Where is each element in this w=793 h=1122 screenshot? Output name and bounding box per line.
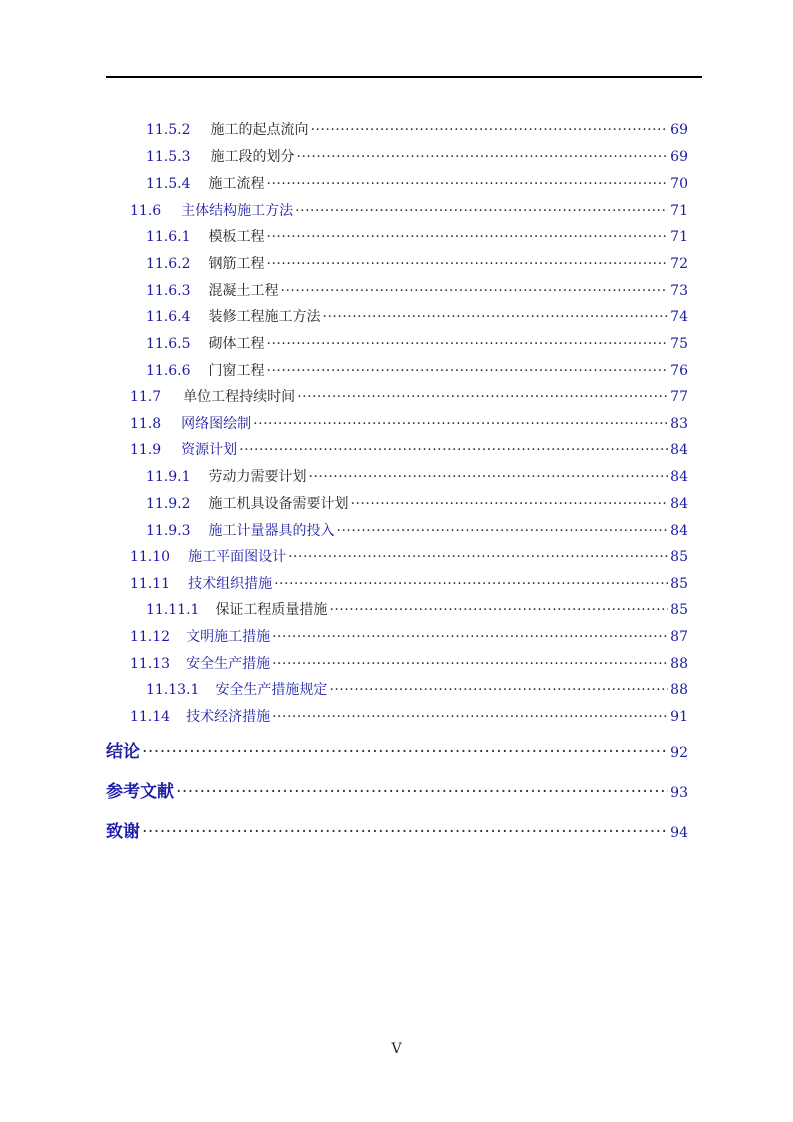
toc-entry-11-5-4[interactable]	[146, 174, 688, 194]
toc-leader	[272, 627, 668, 647]
toc-entry-11-6-4[interactable]	[146, 307, 688, 327]
toc-leader	[239, 440, 668, 460]
toc-number: 11.10	[130, 549, 171, 565]
toc-entry-11-6-6[interactable]	[146, 361, 688, 381]
toc-title: 施工段的划分	[210, 149, 295, 165]
toc-page: 88	[670, 656, 688, 672]
toc-title: 施工平面图设计	[188, 549, 287, 565]
toc-leader	[288, 547, 668, 567]
toc-number: 11.6.4	[146, 309, 191, 325]
toc-entry-11-6-1[interactable]	[146, 227, 688, 247]
toc-title: 砌体工程	[208, 336, 265, 352]
toc-page: 70	[670, 176, 688, 192]
toc-title: 参考文献	[106, 782, 174, 802]
toc-chapter-acknowledgements[interactable]	[106, 820, 688, 845]
toc-leader	[351, 494, 669, 514]
toc-number: 11.11.1	[146, 602, 200, 618]
toc-entry-11-6-3[interactable]	[146, 281, 688, 301]
toc-entry-11-13[interactable]	[130, 654, 688, 674]
toc-title: 致谢	[106, 822, 140, 842]
toc-leader	[142, 740, 668, 764]
toc-leader	[337, 521, 669, 541]
toc-number: 11.9.1	[146, 469, 191, 485]
toc-entry-11-6-5[interactable]	[146, 334, 688, 354]
toc-title: 资源计划	[181, 442, 238, 458]
toc-leader	[329, 600, 668, 620]
toc-leader	[253, 414, 668, 434]
toc-entry-11-10[interactable]	[130, 547, 688, 567]
toc-number: 11.9.3	[146, 523, 191, 539]
toc-title: 安全生产措施规定	[215, 682, 328, 698]
toc-title: 钢筋工程	[208, 256, 265, 272]
toc-leader	[142, 820, 668, 844]
toc-entry-11-9-2[interactable]	[146, 494, 688, 514]
toc-entry-11-13-1[interactable]	[146, 680, 688, 700]
toc-title: 混凝土工程	[208, 283, 279, 299]
toc-entry-11-11[interactable]	[130, 574, 688, 594]
toc-number: 11.8	[130, 416, 162, 432]
toc-leader	[297, 147, 669, 167]
toc-title: 劳动力需要计划	[208, 469, 307, 485]
toc-entry-11-14[interactable]	[130, 707, 688, 727]
toc-number: 11.6	[130, 203, 162, 219]
toc-entry-11-7[interactable]	[130, 387, 688, 407]
toc-leader	[267, 334, 669, 354]
toc-leader	[311, 120, 669, 140]
toc-number: 11.6.1	[146, 229, 191, 245]
toc-title: 施工机具设备需要计划	[208, 496, 349, 512]
toc-leader	[329, 680, 668, 700]
toc-entry-11-9-1[interactable]	[146, 467, 688, 487]
toc-page: 85	[670, 576, 688, 592]
toc-page: 83	[670, 416, 688, 432]
toc-leader	[267, 174, 669, 194]
toc-number: 11.12	[130, 629, 171, 645]
toc-title: 装修工程施工方法	[208, 309, 321, 325]
toc-number: 11.6.3	[146, 283, 191, 299]
toc-title: 施工流程	[208, 176, 265, 192]
toc-title: 模板工程	[208, 229, 265, 245]
toc-entry-11-5-3[interactable]	[146, 147, 688, 167]
toc-number: 11.13.1	[146, 682, 200, 698]
toc-page: 69	[670, 149, 688, 165]
toc-number: 11.9	[130, 442, 162, 458]
toc-page: 91	[670, 709, 688, 725]
header-rule	[106, 76, 702, 78]
toc-page: 94	[670, 825, 688, 841]
toc-page: 84	[670, 496, 688, 512]
toc-chapter-references[interactable]	[106, 780, 688, 805]
toc-chapter-conclusion[interactable]	[106, 740, 688, 765]
toc-page: 71	[670, 229, 688, 245]
toc-title: 技术经济措施	[186, 709, 271, 725]
toc-number: 11.9.2	[146, 496, 191, 512]
toc-page: 87	[670, 629, 688, 645]
toc-leader	[272, 707, 668, 727]
toc-leader	[295, 201, 668, 221]
toc-number: 11.5.2	[146, 122, 191, 138]
toc-leader	[176, 780, 668, 804]
toc-leader	[267, 227, 669, 247]
toc-entry-11-9-3[interactable]	[146, 521, 688, 541]
toc-entry-11-6[interactable]	[130, 201, 688, 221]
toc-page: 88	[670, 682, 688, 698]
toc-page: 85	[670, 602, 688, 618]
toc-leader	[281, 281, 669, 301]
toc-title: 施工的起点流向	[210, 122, 309, 138]
toc-page: 69	[670, 122, 688, 138]
toc-page: 72	[670, 256, 688, 272]
toc-title: 文明施工措施	[186, 629, 271, 645]
toc-page: 71	[670, 203, 688, 219]
toc-title: 安全生产措施	[186, 656, 271, 672]
toc-page: 77	[670, 389, 688, 405]
toc-page: 92	[670, 745, 688, 761]
toc-entry-11-12[interactable]	[130, 627, 688, 647]
toc-page: 84	[670, 469, 688, 485]
toc-number: 11.5.4	[146, 176, 191, 192]
toc-leader	[274, 574, 668, 594]
toc-leader	[297, 387, 668, 407]
toc-page: 76	[670, 363, 688, 379]
toc-title: 主体结构施工方法	[181, 203, 294, 219]
toc-entry-11-6-2[interactable]	[146, 254, 688, 274]
toc-title: 技术组织措施	[188, 576, 273, 592]
toc-page: 84	[670, 523, 688, 539]
toc-title: 门窗工程	[208, 363, 265, 379]
toc-entry-11-11-1[interactable]	[146, 600, 688, 620]
toc-leader	[267, 254, 669, 274]
toc-page: 73	[670, 283, 688, 299]
toc-page: 85	[670, 549, 688, 565]
toc-page: 84	[670, 442, 688, 458]
toc-page: 93	[670, 785, 688, 801]
toc-title: 网络图绘制	[181, 416, 252, 432]
toc-number: 11.5.3	[146, 149, 191, 165]
toc-number: 11.7	[130, 389, 162, 405]
toc-title: 结论	[106, 742, 140, 762]
toc-entry-11-5-2[interactable]	[146, 120, 688, 140]
toc-title: 施工计量器具的投入	[208, 523, 335, 539]
toc-number: 11.6.5	[146, 336, 191, 352]
toc-leader	[267, 361, 669, 381]
page-number: V	[391, 1041, 402, 1057]
toc-leader	[309, 467, 669, 487]
toc-entry-11-9[interactable]	[130, 440, 688, 460]
toc-leader	[323, 307, 669, 327]
toc-leader	[272, 654, 668, 674]
toc-number: 11.14	[130, 709, 171, 725]
toc-number: 11.13	[130, 656, 171, 672]
toc-number: 11.11	[130, 576, 171, 592]
toc-number: 11.6.6	[146, 363, 191, 379]
toc-page: 75	[670, 336, 688, 352]
toc-title: 保证工程质量措施	[215, 602, 328, 618]
toc-entry-11-8[interactable]	[130, 414, 688, 434]
toc-title: 单位工程持续时间	[183, 389, 296, 405]
toc-page: 74	[670, 309, 688, 325]
toc-number: 11.6.2	[146, 256, 191, 272]
